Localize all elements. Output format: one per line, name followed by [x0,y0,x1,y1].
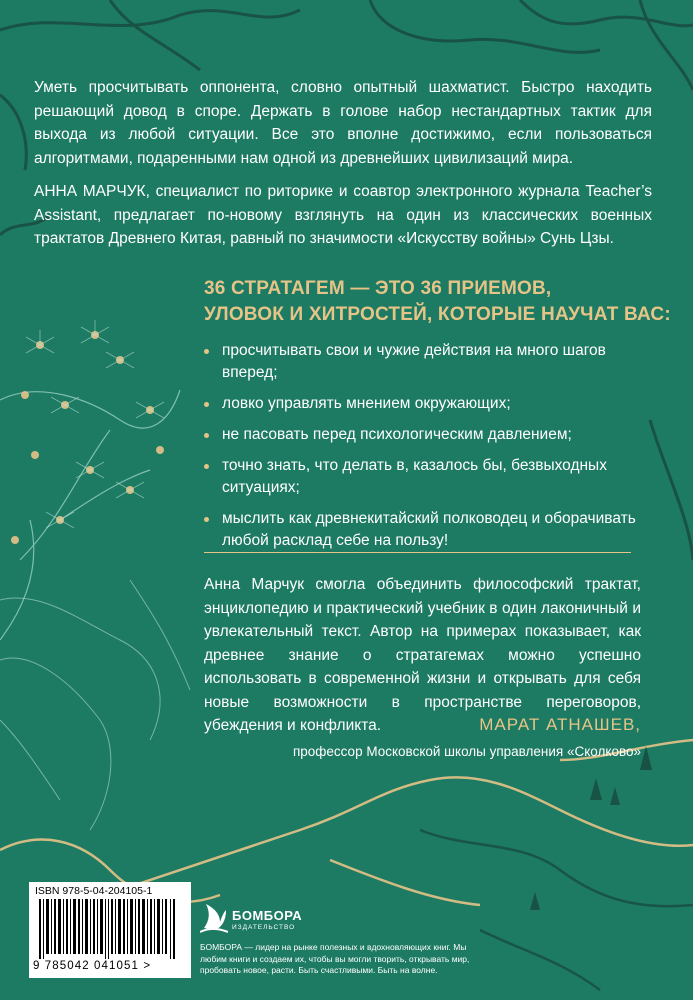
barcode-icon [39,899,181,959]
headline-line-1: 36 СТРАТАГЕМ — ЭТО 36 ПРИЕМОВ, [204,278,552,299]
bullet-dot-icon [204,402,209,407]
barcode-block [29,882,191,978]
list-item-text: точно знать, что делать в, казалось бы, безвыходных ситуациях; [222,457,607,496]
barcode-digits: 9 785042 041051 > [33,960,152,972]
intro-paragraph-2: АННА МАРЧУК, специалист по риторике и соавтор электронного журнала Teacher’s Assistant, предлагает по-новому взглянуть на один из классических военных трактатов Древнего Китая, равный по значимости «Искусству войны» Сунь Цзы. [34,183,652,247]
bullet-dot-icon [204,349,209,354]
list-item [203,508,643,552]
benefits-list [203,340,643,561]
review-quote: Анна Марчук смогла объединить философский трактат, энциклопедию и практический учебник в один лаконичный и увлекательный текст. Автор на примерах показывает, как древнее знание о стратагемах можно успешно использовать в современной жизни и открывать для себя новые возможности в пространстве переговоров, убеждения и конфликта. [204,576,641,734]
list-item-text: ловко управлять мнением окружающих; [222,395,511,412]
bullet-dot-icon [204,433,209,438]
publisher-tagline: БОМБОРА — лидер на рынке полезных и вдохновляющих книг. Мы любим книги и создаем их, чтобы вы могли творить, открывать мир, пробовать новое, расти. Быть счастливыми. Быть на волне. [200,942,470,975]
publisher-logo-subtitle: ИЗДАТЕЛЬСТВО [232,924,296,931]
section-divider [204,552,631,553]
list-item-text: мыслить как древнекитайский полководец и оборачивать любой расклад себе на пользу! [222,510,636,549]
list-item [203,340,643,384]
publisher-logo-icon [200,898,228,934]
publisher-logo-name: БОМБОРА [232,908,303,923]
list-item [203,455,643,499]
headline-line-2: УЛОВОК И ХИТРОСТЕЙ, КОТОРЫЕ НАУЧАТ ВАС: [204,304,671,325]
isbn-number: ISBN 978-5-04-204105-1 [35,885,153,897]
bullet-dot-icon [204,464,209,469]
bullet-dot-icon [204,517,209,522]
list-item [203,424,643,446]
quote-author-role: профессор Московской школы управления «Сколково» [292,744,641,759]
list-item [203,393,643,415]
list-item-text: не пасовать перед психологическим давлением; [222,426,572,443]
quote-author: МАРАТ АТНАШЕВ, [479,715,641,734]
intro-paragraph-1: Уметь просчитывать оппонента, словно опытный шахматист. Быстро находить решающий довод в споре. Держать в голове набор нестандартных тактик для выхода из любой ситуации. Все это вполне достижимо, если пользоваться алгоритмами, подаренными нам одной из древнейших цивилизаций мира. [34,79,652,167]
list-item-text: просчитывать свои и чужие действия на много шагов вперед; [222,342,606,381]
